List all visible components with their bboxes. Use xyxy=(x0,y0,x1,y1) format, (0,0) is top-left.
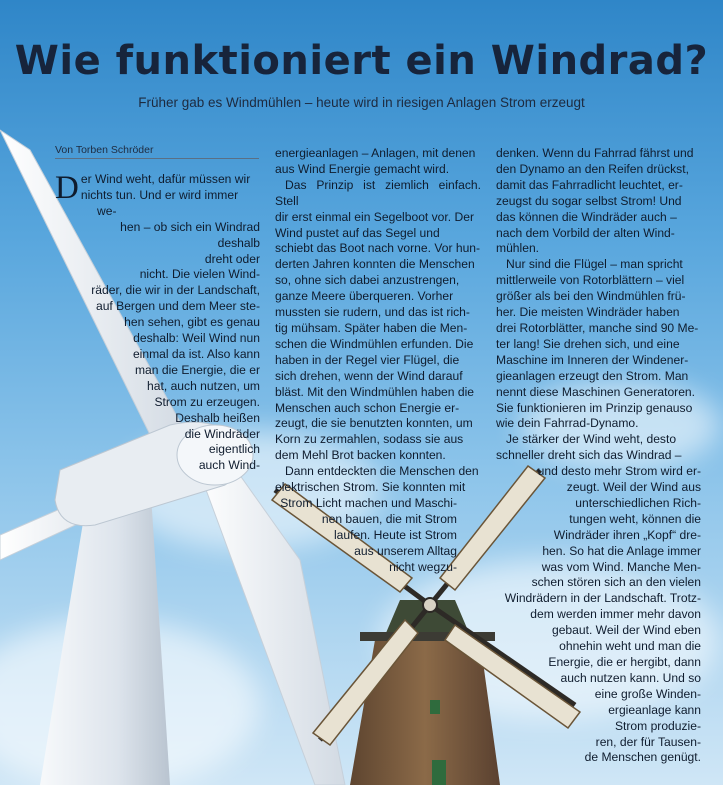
text-line: eine große Winden- xyxy=(594,686,701,701)
text-line: nichts tun. Und er wird immer we- xyxy=(80,187,239,218)
article-text-2a xyxy=(275,146,481,496)
text-line: nach dem Vorbild der alten Wind- xyxy=(496,225,675,240)
text-line: dem Mehl Brot backen konnten. xyxy=(275,448,446,463)
text-line: Strom Licht machen und Maschi- xyxy=(280,495,457,510)
text-line: Wind pustet auf das Segel und xyxy=(275,225,440,240)
text-line: er Wind weht, dafür müssen wir xyxy=(80,172,251,186)
text-line: bläst. Mit den Windmühlen haben die xyxy=(275,384,474,399)
text-line: Dann entdeckten die Menschen den xyxy=(285,464,479,479)
text-line: aus Wind Energie gemacht wird. xyxy=(275,161,450,176)
text-line: zeugst du sogar selbst Strom! Und xyxy=(496,193,682,208)
text-line: energieanlagen – Anlagen, mit denen xyxy=(275,146,476,160)
text-line: auf Bergen und dem Meer ste- xyxy=(95,299,260,314)
text-line: Strom produzie- xyxy=(614,718,701,733)
text-line: Maschine im Inneren der Windener- xyxy=(496,352,689,367)
text-line: Korn zu zermahlen, sodass sie aus xyxy=(275,432,464,447)
text-line: Windrädern in der Landschaft. Trotz- xyxy=(504,591,701,606)
text-line: nennt diese Maschinen Generatoren. xyxy=(496,384,696,399)
text-line: mittlerweile von Rotorblättern – viel xyxy=(496,273,685,288)
text-line: schiebt das Boot nach vorne. Vor hun- xyxy=(275,241,481,256)
article-text-2b xyxy=(275,496,481,576)
text-line: sich drehen, wenn der Wind darauf xyxy=(275,368,463,383)
text-line: Das Prinzip ist ziemlich einfach. Stell xyxy=(275,177,481,208)
text-line: damit das Fahrradlicht leuchtet, er- xyxy=(496,177,683,192)
text-line: gebaut. Weil der Wind eben xyxy=(551,623,701,638)
text-line: größer als bei den Windmühlen frü- xyxy=(496,289,686,304)
text-line: und desto mehr Strom wird er- xyxy=(537,464,701,479)
text-line: drei Rotorblätter, manche sind 90 Me- xyxy=(496,320,699,335)
text-line: Je stärker der Wind weht, desto xyxy=(506,432,677,447)
text-line: hen – ob sich ein Windrad deshalb xyxy=(120,219,260,250)
text-line: laufen. Heute ist Strom xyxy=(333,527,457,542)
text-line: de Menschen genügt. xyxy=(584,750,701,765)
text-line: den Dynamo an den Reifen drückst, xyxy=(496,161,689,176)
text-line: räder, die wir in der Landschaft, xyxy=(91,283,260,298)
text-line: eigentlich xyxy=(208,442,260,457)
text-line: her. Die meisten Windräder haben xyxy=(496,305,680,320)
text-line: elektrischen Strom. Sie konnten mit xyxy=(275,480,466,495)
article-column-1 xyxy=(55,172,260,474)
text-line: derten Jahren konnten die Menschen xyxy=(275,257,475,272)
text-line: unterschiedlichen Rich- xyxy=(575,495,701,510)
article-column-3 xyxy=(496,146,701,766)
text-line: zeugt. Weil der Wind aus xyxy=(566,480,701,495)
text-line: Windräder ihren „Kopf“ dre- xyxy=(553,527,701,542)
text-line: was vom Wind. Manche Men- xyxy=(541,559,701,574)
text-line: Deshalb heißen xyxy=(175,410,260,425)
article-column-2 xyxy=(275,146,481,575)
author-byline: Von Torben Schröder xyxy=(55,144,259,159)
text-line: hat, auch nutzen, um xyxy=(147,378,260,393)
page-subtitle: Früher gab es Windmühlen – heute wird in riesigen Anlagen Strom erzeugt xyxy=(138,95,585,110)
text-line: man die Energie, die er xyxy=(134,362,260,377)
windmill-window xyxy=(430,700,440,714)
text-line: haben in der Regel vier Flügel, die xyxy=(275,352,460,367)
text-line: tig mühsam. Später haben die Men- xyxy=(275,320,468,335)
text-line: hen. So hat die Anlage immer xyxy=(542,543,701,558)
text-line: nen bauen, die mit Strom xyxy=(321,511,457,526)
text-line: Sie funktionieren im Prinzip genauso xyxy=(496,400,693,415)
text-line: mühlen. xyxy=(496,241,540,256)
text-line: tungen weht, können die xyxy=(569,511,701,526)
text-line: wie dein Fahrrad-Dynamo. xyxy=(496,416,639,431)
article-text-1 xyxy=(55,172,260,474)
drop-cap: D xyxy=(55,170,79,206)
text-line: ergieanlage kann xyxy=(608,702,701,717)
windmill-door xyxy=(432,760,446,785)
text-line: ren, der für Tausen- xyxy=(595,734,701,749)
text-line: hen sehen, gibt es genau xyxy=(124,315,260,330)
windmill-hub xyxy=(423,598,437,612)
text-line: schen stören sich an den vielen xyxy=(531,575,701,590)
text-line: auch nutzen kann. Und so xyxy=(560,670,701,685)
text-line: dem werden immer mehr davon xyxy=(530,607,701,622)
text-line: schen die Windmühlen erfunden. Die xyxy=(275,336,474,351)
text-line: auch Wind- xyxy=(198,458,260,473)
text-line: Energie, die er hergibt, dann xyxy=(548,655,701,669)
text-line: denken. Wenn du Fahrrad fährst und xyxy=(496,146,694,160)
text-line: ohnehin weht und man die xyxy=(559,639,701,654)
text-line: Menschen auch schon Energie er- xyxy=(275,400,460,415)
text-line: zeugt, die sie benutzten konnten, um xyxy=(275,416,473,431)
text-line: ter lang! Sie drehen sich, und eine xyxy=(496,336,680,351)
text-line: nicht wegzu- xyxy=(389,559,457,574)
text-line: gieanlagen erzeugt den Strom. Man xyxy=(496,368,689,383)
text-line: mussten sie rudern, und das ist rich- xyxy=(275,305,470,320)
text-line: das können die Windräder auch – xyxy=(496,209,677,224)
text-line: ganze Meere überqueren. Vorher xyxy=(275,289,454,304)
text-line: deshalb: Weil Wind nun xyxy=(133,331,260,346)
text-line: dreht oder nicht. Die vielen Wind- xyxy=(139,251,260,282)
text-line: dir erst einmal ein Segelboot vor. Der xyxy=(275,209,474,224)
article-text-3b xyxy=(496,464,701,766)
article-text-3a xyxy=(496,146,701,464)
text-line: so, ohne sich dabei anzustrengen, xyxy=(275,273,460,288)
text-line: Strom zu erzeugen. xyxy=(154,394,260,409)
text-line: einmal da ist. Also kann xyxy=(132,346,260,361)
page-title: Wie funktioniert ein Windrad? xyxy=(14,38,709,84)
text-line: die Windräder xyxy=(184,426,260,441)
text-line: schneller dreht sich das Windrad – xyxy=(496,448,682,463)
text-line: aus unserem Alltag xyxy=(354,543,457,558)
text-line: Nur sind die Flügel – man spricht xyxy=(506,257,683,272)
